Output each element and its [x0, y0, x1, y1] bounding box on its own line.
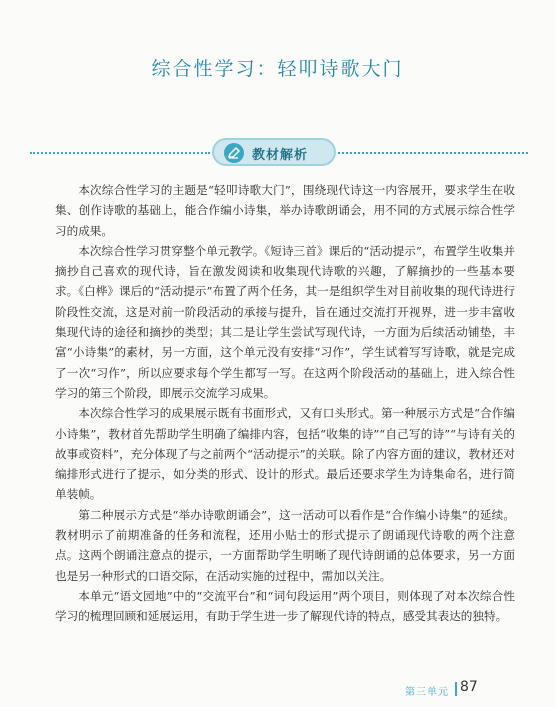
footer-divider [455, 682, 457, 696]
page-title: 综合性学习：轻叩诗歌大门 [151, 58, 404, 80]
section-badge [212, 138, 336, 166]
section-label: 教材解析 [252, 148, 309, 163]
paragraph: 本单元“语文园地”中的“交流平台”和“词句段运用”两个项目，则体现了对本次综合性学习的梳理回顾和延展运用，有助于学生进一步了解现代诗的特点，感受其表达的独特。 [55, 588, 515, 624]
paragraph: 本次综合性学习的成果展示既有书面形式，又有口头形式。第一种展示方式是“合作编小诗集”，教材首先帮助学生明确了编排内容，包括“收集的诗”“自己写的诗”“与诗有关的故事或资料”，充分体现了与之前两个“活动提示”的关联。除了内容方面的建议，教材还对编排形式进行了提示，如分类的形式、设计的形式。最后还要求学生为诗集命名，进行简单装帧。 [55, 406, 515, 502]
paragraph: 本次综合性学习的主题是“轻叩诗歌大门”，围绕现代诗这一内容展开，要求学生在收集、创作诗歌的基础上，能合作编小诗集，举办诗歌朗诵会，用不同的方式展示综合性学习的成果。 [55, 183, 515, 238]
pencil-icon [224, 143, 244, 163]
footer-unit-label: 第三单元 [405, 687, 449, 698]
section-divider-left [30, 152, 210, 154]
body-text [55, 180, 515, 627]
paragraph: 第二种展示方式是“举办诗歌朗诵会”，这一活动可以看作是“合作编小诗集”的延续。教材明示了前期准备的任务和流程，还用小贴士的形式提示了朗诵现代诗歌的两个注意点。这两个朗诵注意点的提示，一方面帮助学生明晰了现代诗朗诵的总体要求，另一方面也是另一种形式的口语交际，在活动实施的过程中，需加以关注。 [55, 507, 515, 583]
section-divider-right [338, 152, 528, 154]
paragraph: 本次综合性学习贯穿整个单元教学。《短诗三首》课后的“活动提示”，布置学生收集并摘抄自己喜欢的现代诗，旨在激发阅读和收集现代诗歌的兴趣，了解摘抄的一些基本要求。《白桦》课后的“活动提示”布置了两个任务，其一是组织学生对目前收集的现代诗进行阶段性交流，这是对前一阶段活动的承接与提升，旨在通过交流打开视界，进一步丰富收集现代诗的途径和摘抄的类型；其二是让学生尝试写现代诗，一方面为后续活动铺垫，丰富“小诗集”的素材，另一方面，这个单元没有安排“习作”，学生试着写写诗歌，就是完成了一次“习作”，所以应要求每个学生都写一写。在这两个阶段活动的基础上，进入综合性学习的第三个阶段，即展示交流学习成果。 [55, 243, 515, 400]
page-number: 87 [460, 679, 478, 695]
